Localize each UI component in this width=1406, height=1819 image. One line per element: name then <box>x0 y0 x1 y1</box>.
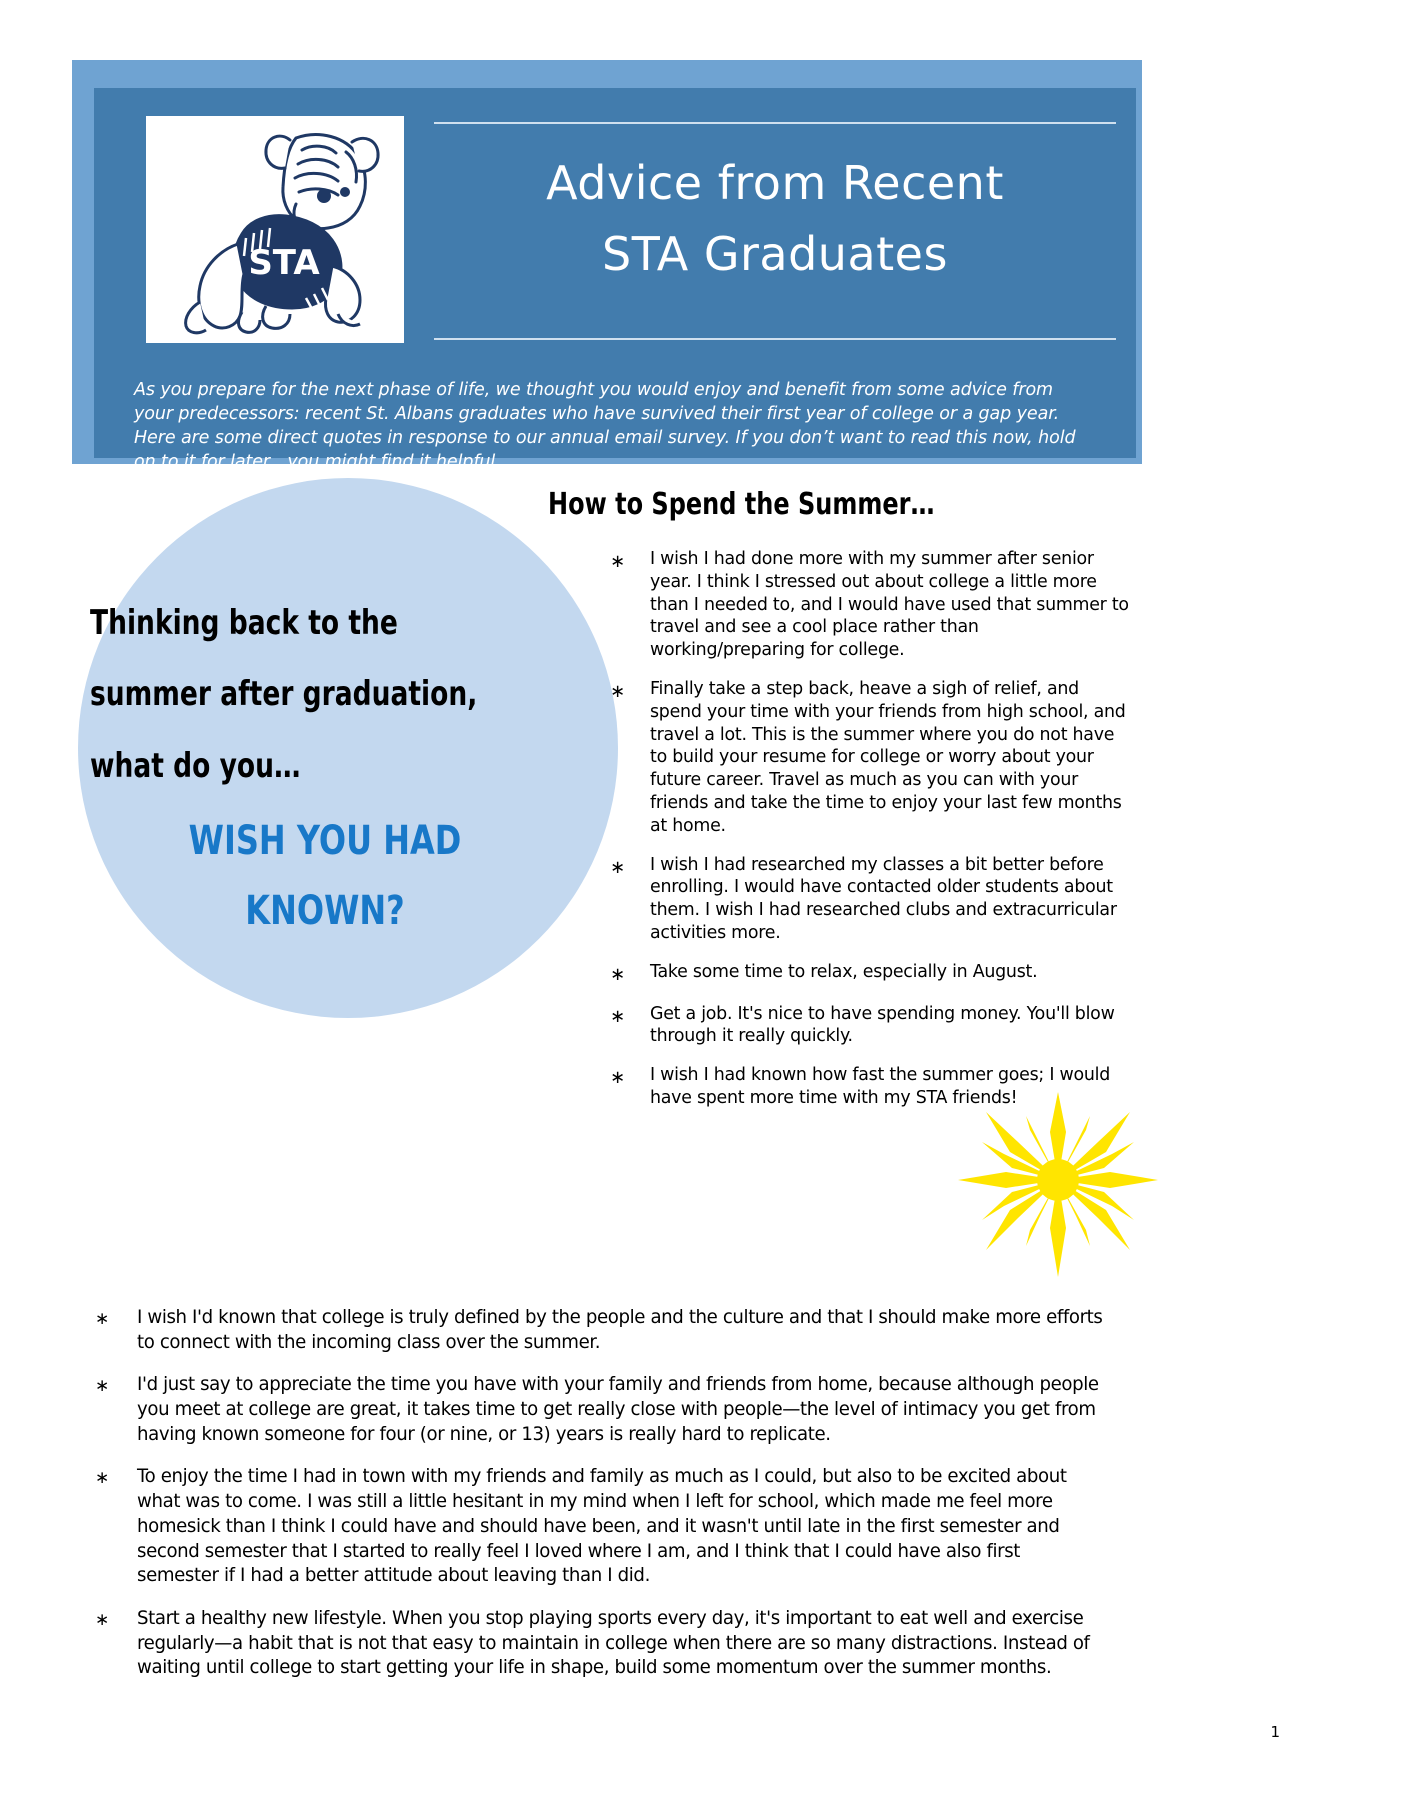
quote-text: I wish I had researched my classes a bit better before enrolling. I would have contacted older students about them. I wish I had researched clubs and extracurricular activities more. <box>650 854 1117 943</box>
list-item <box>610 678 1130 838</box>
list-item <box>95 1606 1150 1680</box>
quote-text: I wish I had known how fast the summer goes; I would have spent more time with my STA friends! <box>650 1065 1110 1109</box>
title-rule-bottom <box>434 338 1116 340</box>
quote-text: To enjoy the time I had in town with my friends and family as much as I could, but also to be excited about what was to come. I was still a little hesitant in my mind when I left for school, which made me feel more homesick than I think I could have and should have been, and it wasn't until late in the first semester and second semester that I started to really feel I loved where I am, and I think that I could have also first semester if I had a better attitude about leaving than I did. <box>137 1465 1067 1587</box>
asterisk-bullet-icon: ∗ <box>95 1609 110 1630</box>
circle-accent-line-1: WISH YOU HAD <box>188 818 462 865</box>
page-title-line-2: STA Graduates <box>602 227 948 282</box>
quote-text: I wish I had done more with my summer after senior year. I think I stressed out about college a little more than I needed to, and I would have used that summer to travel and see a cool place rather than working/preparing for college. <box>650 549 1129 661</box>
question-circle-text <box>90 588 560 942</box>
intro-paragraph: As you prepare for the next phase of life, we thought you would enjoy and benefit from some advice from your predecessors: recent St. Albans graduates who have survived their first year of college or a gap year. Here are some direct quotes in response to our annual email survey. If you don’t want to read this now, hold on to it for later…you might find it helpful. <box>134 379 1076 472</box>
asterisk-bullet-icon: ∗ <box>610 1067 626 1089</box>
asterisk-bullet-icon: ∗ <box>610 1005 626 1027</box>
page-title <box>434 124 1116 291</box>
asterisk-bullet-icon: ∗ <box>95 1376 110 1397</box>
quote-text: I wish I'd known that college is truly defined by the people and the culture and that I should make more efforts to connect with the incoming class over the summer. <box>137 1306 1103 1353</box>
section-heading: How to Spend the Summer… <box>548 487 935 522</box>
list-item <box>610 1003 1130 1049</box>
sun-burst-icon <box>958 1092 1158 1277</box>
asterisk-bullet-icon: ∗ <box>610 963 626 985</box>
title-block <box>434 112 1116 348</box>
asterisk-bullet-icon: ∗ <box>610 680 626 702</box>
circle-line-3: what do you… <box>90 745 301 786</box>
list-item <box>610 548 1130 662</box>
header-inner-panel <box>94 88 1136 472</box>
sun-core <box>1037 1159 1079 1201</box>
quote-text: Start a healthy new lifestyle. When you stop playing sports every day, it's important to eat well and exercise regularly—a habit that is not that easy to maintain in college when there are so many distractions. Instead of waiting until college to start getting your life in shape, build some momentum over the summer months. <box>137 1606 1090 1679</box>
right-column-quote-list <box>610 548 1130 1126</box>
quote-text: Take some time to relax, especially in August. <box>650 961 1038 982</box>
asterisk-bullet-icon: ∗ <box>95 1468 110 1489</box>
bottom-quote-list <box>95 1305 1150 1698</box>
asterisk-bullet-icon: ∗ <box>610 551 626 572</box>
logo-sta-text: STA <box>248 243 320 283</box>
list-item <box>610 854 1130 945</box>
page-number: 1 <box>1270 1723 1280 1741</box>
asterisk-bullet-icon: ∗ <box>95 1309 110 1329</box>
list-item <box>95 1372 1150 1446</box>
quote-text: Finally take a step back, heave a sigh of relief, and spend your time with your friends from high school, and travel a lot. This is the summer where you do not have to build your resume for college or worry about your future career. Travel as much as you can with your friends and take the time to enjoy your last few months at home. <box>650 678 1126 836</box>
quote-text: I'd just say to appreciate the time you have with your family and friends from home, because although people you meet at college are great, it takes time to get really close with people—the level of intimacy you get from having known someone for four (or nine, or 13) years is really hard to replicate. <box>137 1373 1099 1445</box>
header-banner <box>72 60 1142 472</box>
list-item <box>95 1464 1150 1587</box>
list-item <box>95 1305 1150 1354</box>
circle-accent-line-2: KNOWN? <box>245 888 405 935</box>
circle-line-2: summer after graduation, <box>90 674 478 715</box>
asterisk-bullet-icon: ∗ <box>610 856 626 878</box>
page-title-line-1: Advice from Recent <box>546 156 1004 210</box>
sta-bulldog-logo <box>146 116 404 343</box>
list-item <box>610 961 1130 987</box>
circle-line-1: Thinking back to the <box>90 603 398 643</box>
quote-text: Get a job. It's nice to have spending money. You'll blow through it really quickly. <box>650 1003 1115 1047</box>
